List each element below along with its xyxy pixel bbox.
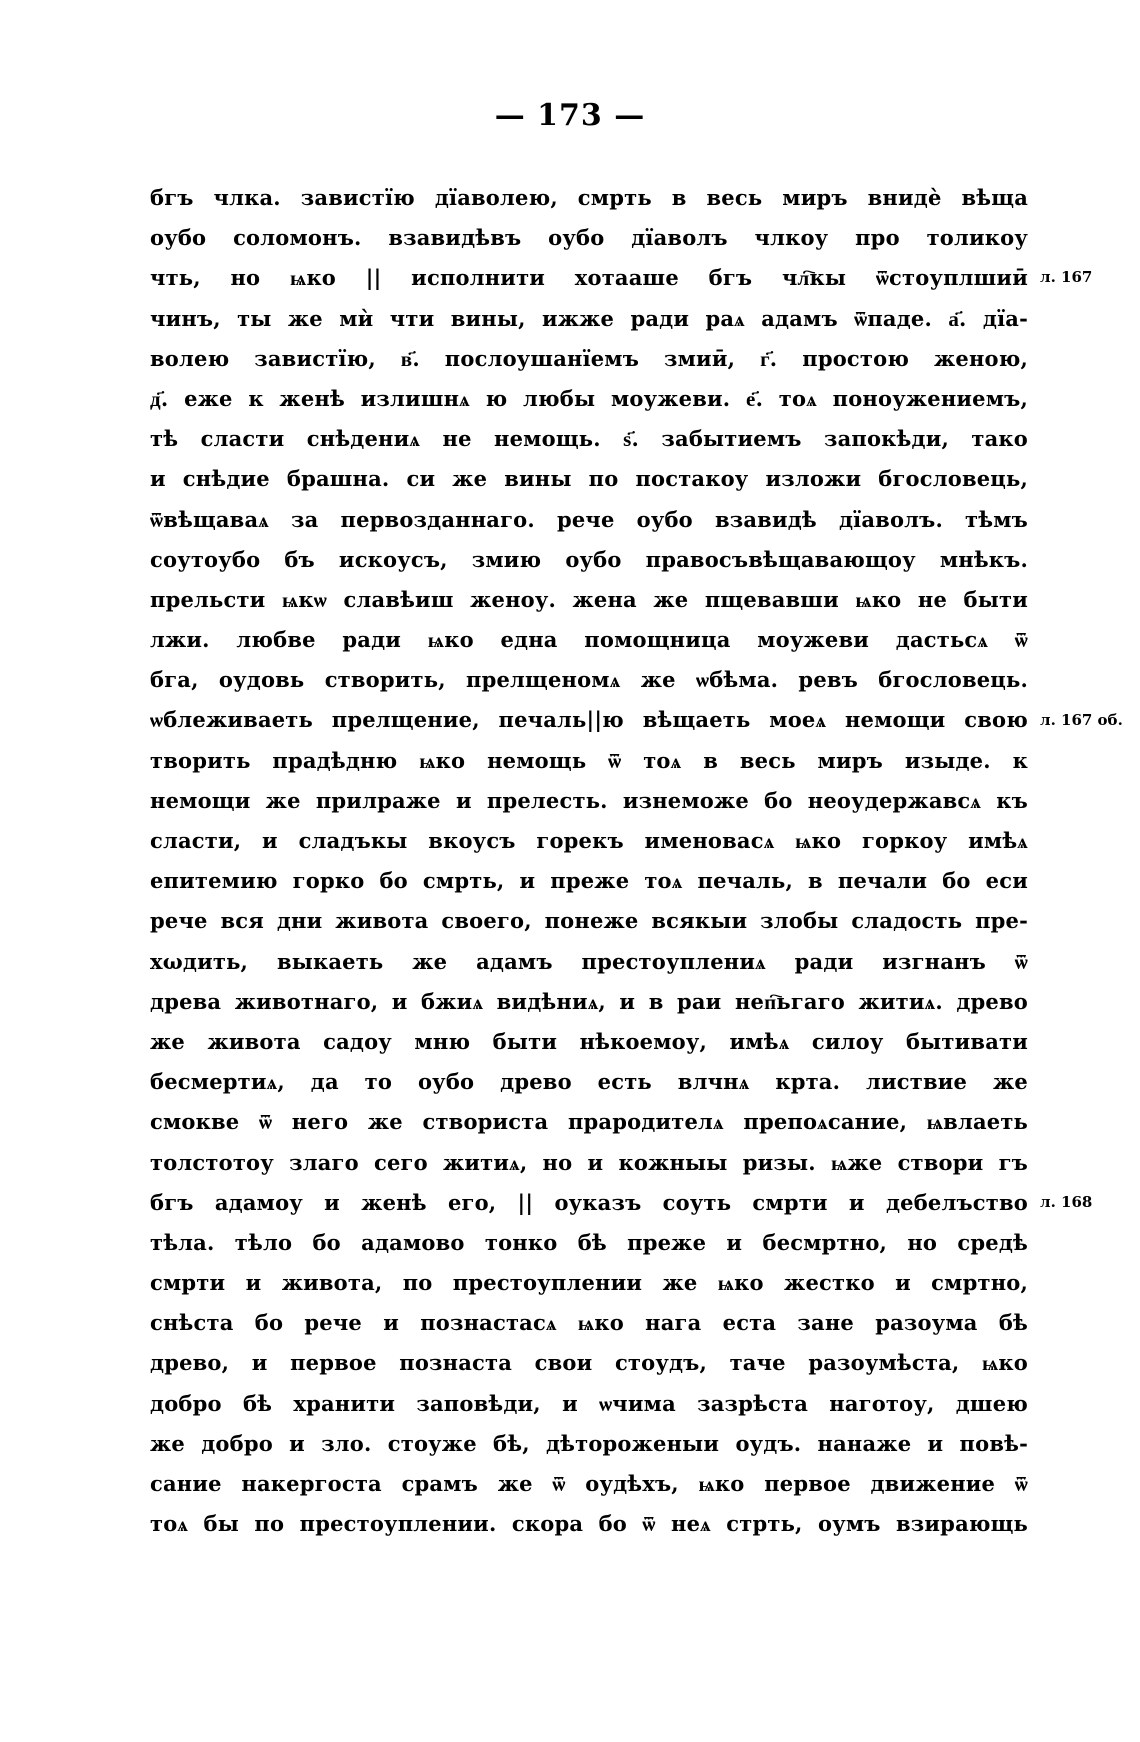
text-line: тѣла. тѣло бо адамово тонко бѣ преже и бесмртно, но средѣ <box>150 1229 1028 1255</box>
text-line: волею завистїю, в҃. послоушанїемъ змиӣ, г҃. простою женою, <box>150 345 1028 371</box>
page-number: — 173 — <box>494 98 646 133</box>
text-line: лжи. любве ради ѩко една помощница моужеви дастьсѧ ѿ <box>150 627 1028 653</box>
text-line: сласти, и сладъкы вкоусъ горекъ именовасѧ ѩко горкоу имѣѧ <box>150 828 1028 853</box>
folio-marker: л. 167 <box>1040 268 1093 287</box>
text-line: д҃. еже к женѣ излишнѧ ю любы моужеви. е҃. тоѧ поноужениемъ, <box>150 385 1028 411</box>
folio-marker: л. 167 об. <box>1040 710 1123 729</box>
text-line: бга, оудовь створить, прелщеномѧ же ѡбѣма. ревъ бгословець. <box>150 667 1028 693</box>
text-line: епитемию горко бо смрть, и преже тоѧ печаль, в печали бо еси <box>150 868 1028 894</box>
text-line: рече вся дни живота своего, понеже всякыи злобы сладость пре- <box>150 908 1028 934</box>
text-line: ѡблеживаеть прелщение, печаль||ю вѣщаеть моеѧ немощи свою <box>150 707 1028 733</box>
text-line: толстотоу злаго сего житиѧ, но и кожныы ризы. ѩже створи гъ <box>150 1149 1028 1175</box>
text-line: снѣста бо рече и познастасѧ ѩко нага еста зане разоума бѣ <box>150 1310 1028 1336</box>
folio-marker: л. 168 <box>1040 1193 1093 1211</box>
text-line: смрти и живота, по престоуплении же ѩко жестко и смртно, <box>150 1270 1028 1296</box>
text-line: тоѧ бы по престоуплении. скора бо ѿ неѧ стрть, оумъ взирающь <box>150 1511 1028 1537</box>
text-line: немощи же прилраже и прелесть. изнеможе бо неоудержавсѧ къ <box>150 787 1028 813</box>
text-line: прельсти ѩкѡ славѣиш женоу. жена же пщевавши ѩко не быти <box>150 586 1028 612</box>
main-text <box>150 178 1028 1544</box>
text-line: добро бѣ хранити заповѣди, и ѡчима зазрѣста наготоу, дшею <box>150 1390 1028 1416</box>
text-line: чть, но ѩко || исполнити хотааше бгъ чл҇кы ѿстоуплшиӣ <box>150 265 1028 291</box>
text-line: сание накергоста срамъ же ѿ оудѣхъ, ѩко первое движение ѿ <box>150 1471 1028 1496</box>
text-line: же добро и зло. стоуже бѣ, дѣтороженыи оудъ. нанаже и повѣ- <box>150 1430 1028 1456</box>
text-line: же живота садоу мню быти нѣкоемоу, имѣѧ силоу бытивати <box>150 1028 1028 1054</box>
text-line: чинъ, ты же мѝ чти вины, ижже ради раѧ адамъ ѿпаде. а҃. дїа- <box>150 305 1028 331</box>
text-line: древа животнаго, и бжиѧ видѣниѧ, и в раи неп҇ьгаго житиѧ. древо <box>150 988 1028 1014</box>
text-line: ѿвѣщаваѧ за первозданнаго. рече оубо взавидѣ дїаволъ. тѣмъ <box>150 506 1028 532</box>
text-line: бесмертиѧ, да то оубо древо есть влчнѧ крта. листвие же <box>150 1069 1028 1095</box>
text-line: и снѣдие брашна. си же вины по постакоу изложи бгословець, <box>150 466 1028 492</box>
text-line: древо, и первое познаста свои стоудъ, таче разоумѣста, ѩко <box>150 1350 1028 1376</box>
text-line: бгъ адамоу и женѣ его, || оуказъ соуть смрти и дебелъство <box>150 1189 1028 1215</box>
text-line: оубо соломонъ. взавидѣвъ оубо дїаволъ члкоу про толикоу <box>150 225 1028 251</box>
text-line: тѣ сласти снѣдениѧ не немощь. ѕ҃. забытиемъ запокѣди, тако <box>150 426 1028 452</box>
text-line: смокве ѿ него же створиста прародителѧ препоѧсание, ѩвлаеть <box>150 1109 1028 1135</box>
text-line: творить прадѣдню ѩко немощь ѿ тоѧ в весь миръ изыде. к <box>150 747 1028 773</box>
text-line: хωдить, выкаеть же адамъ престоуплениѧ ради изгнанъ ѿ <box>150 948 1028 974</box>
text-line: бгъ члка. завистїю дїаволею, смрть в весь миръ внидѐ вѣща <box>150 185 1028 210</box>
text-line: соутоубо бъ искоусъ, змию оубо правосъвѣщавающоу мнѣкъ. <box>150 546 1028 572</box>
